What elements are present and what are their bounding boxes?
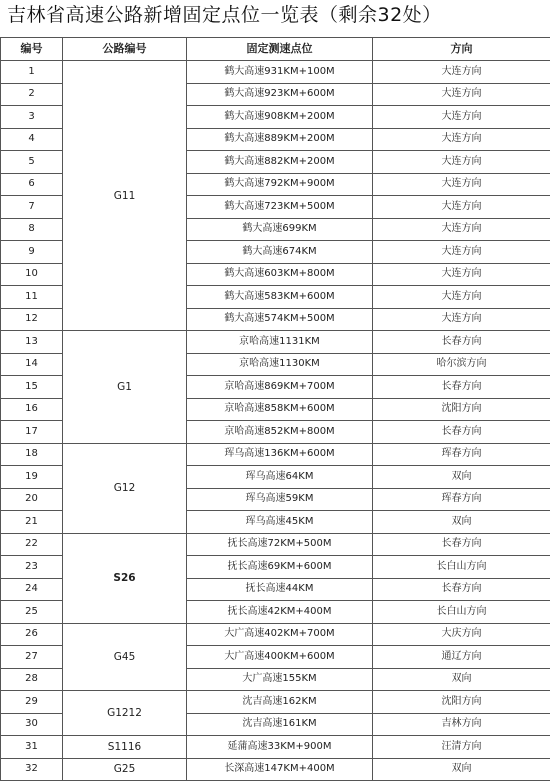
cell-camera-point: 延蒲高速33KM+900M [187,736,373,759]
cell-camera-point: 珲乌高速59KM [187,488,373,511]
cell-camera-point: 京哈高速1131KM [187,331,373,354]
cell-direction: 长春方向 [373,421,550,444]
cell-number: 2 [1,83,63,106]
cell-number: 17 [1,421,63,444]
cell-direction: 大连方向 [373,173,550,196]
cell-road-code: G11 [63,61,187,331]
cell-number: 21 [1,511,63,534]
cell-direction: 吉林方向 [373,713,550,736]
cell-camera-point: 鹤大高速583KM+600M [187,286,373,309]
cell-direction: 大连方向 [373,61,550,84]
cell-camera-point: 沈吉高速161KM [187,713,373,736]
table-row [1,758,550,781]
cell-camera-point: 大广高速400KM+600M [187,646,373,669]
cell-number: 19 [1,466,63,489]
cell-number: 32 [1,758,63,781]
cell-direction: 双向 [373,511,550,534]
cell-direction: 大连方向 [373,151,550,174]
cell-camera-point: 珲乌高速64KM [187,466,373,489]
cell-road-code: G1 [63,331,187,444]
cell-camera-point: 鹤大高速889KM+200M [187,128,373,151]
cell-camera-point: 抚长高速42KM+400M [187,601,373,624]
cell-camera-point: 鹤大高速908KM+200M [187,106,373,129]
cell-direction: 双向 [373,758,550,781]
table-row [1,61,550,84]
cell-camera-point: 京哈高速1130KM [187,353,373,376]
cell-direction: 通辽方向 [373,646,550,669]
cell-number: 24 [1,578,63,601]
cell-camera-point: 珲乌高速45KM [187,511,373,534]
cell-road-code: G45 [63,623,187,691]
cell-direction: 大连方向 [373,196,550,219]
cell-road-code: S1116 [63,736,187,759]
cell-direction: 双向 [373,668,550,691]
cell-camera-point: 京哈高速852KM+800M [187,421,373,444]
cell-direction: 大连方向 [373,263,550,286]
cell-number: 20 [1,488,63,511]
table-row [1,691,550,714]
cell-number: 14 [1,353,63,376]
cell-camera-point: 沈吉高速162KM [187,691,373,714]
header-number: 编号 [1,38,63,61]
cell-direction: 大连方向 [373,308,550,331]
cell-camera-point: 鹤大高速723KM+500M [187,196,373,219]
cell-road-code: S26 [63,533,187,623]
cell-camera-point: 抚长高速72KM+500M [187,533,373,556]
cell-direction: 长春方向 [373,331,550,354]
cell-direction: 长白山方向 [373,556,550,579]
cell-number: 13 [1,331,63,354]
table-row [1,623,550,646]
cell-number: 5 [1,151,63,174]
cell-direction: 长白山方向 [373,601,550,624]
page-title: 吉林省高速公路新增固定点位一览表（剩余32处） [0,0,550,37]
cell-camera-point: 长深高速147KM+400M [187,758,373,781]
cell-direction: 大连方向 [373,241,550,264]
cell-direction: 汪清方向 [373,736,550,759]
cell-direction: 大连方向 [373,83,550,106]
cell-direction: 长春方向 [373,578,550,601]
cell-direction: 长春方向 [373,533,550,556]
cell-camera-point: 抚长高速69KM+600M [187,556,373,579]
cell-direction: 大庆方向 [373,623,550,646]
cell-road-code: G25 [63,758,187,781]
cell-camera-point: 珲乌高速136KM+600M [187,443,373,466]
table-row [1,443,550,466]
cell-number: 3 [1,106,63,129]
cell-road-code: G1212 [63,691,187,736]
cell-camera-point: 鹤大高速574KM+500M [187,308,373,331]
cell-direction: 珲春方向 [373,488,550,511]
cell-number: 1 [1,61,63,84]
cell-camera-point: 鹤大高速792KM+900M [187,173,373,196]
table-body [1,61,550,781]
cell-camera-point: 抚长高速44KM [187,578,373,601]
table-header-row [1,38,550,61]
cell-number: 22 [1,533,63,556]
header-direction: 方向 [373,38,550,61]
cell-number: 28 [1,668,63,691]
cell-direction: 长春方向 [373,376,550,399]
cell-number: 7 [1,196,63,219]
cell-number: 18 [1,443,63,466]
cell-number: 11 [1,286,63,309]
cell-camera-point: 大广高速402KM+700M [187,623,373,646]
cell-direction: 大连方向 [373,286,550,309]
cell-number: 30 [1,713,63,736]
cell-camera-point: 京哈高速858KM+600M [187,398,373,421]
cell-number: 27 [1,646,63,669]
header-road-code: 公路编号 [63,38,187,61]
header-camera-point: 固定测速点位 [187,38,373,61]
cell-number: 25 [1,601,63,624]
cell-direction: 大连方向 [373,106,550,129]
cell-camera-point: 鹤大高速882KM+200M [187,151,373,174]
cell-number: 9 [1,241,63,264]
table-row [1,331,550,354]
cell-number: 8 [1,218,63,241]
cell-direction: 哈尔滨方向 [373,353,550,376]
cell-number: 31 [1,736,63,759]
cell-number: 16 [1,398,63,421]
cell-number: 26 [1,623,63,646]
cell-number: 10 [1,263,63,286]
cell-camera-point: 鹤大高速603KM+800M [187,263,373,286]
cell-number: 29 [1,691,63,714]
cell-number: 6 [1,173,63,196]
cell-camera-point: 鹤大高速931KM+100M [187,61,373,84]
cell-number: 15 [1,376,63,399]
table-row [1,736,550,759]
cell-camera-point: 鹤大高速923KM+600M [187,83,373,106]
cell-direction: 大连方向 [373,218,550,241]
cell-direction: 沈阳方向 [373,691,550,714]
cell-direction: 双向 [373,466,550,489]
cell-camera-point: 大广高速155KM [187,668,373,691]
cell-number: 23 [1,556,63,579]
cell-camera-point: 鹤大高速699KM [187,218,373,241]
cell-camera-point: 京哈高速869KM+700M [187,376,373,399]
cell-direction: 珲春方向 [373,443,550,466]
cell-camera-point: 鹤大高速674KM [187,241,373,264]
cell-number: 12 [1,308,63,331]
cell-direction: 沈阳方向 [373,398,550,421]
cell-number: 4 [1,128,63,151]
cell-direction: 大连方向 [373,128,550,151]
table-row [1,533,550,556]
speed-camera-table [0,37,550,781]
cell-road-code: G12 [63,443,187,533]
